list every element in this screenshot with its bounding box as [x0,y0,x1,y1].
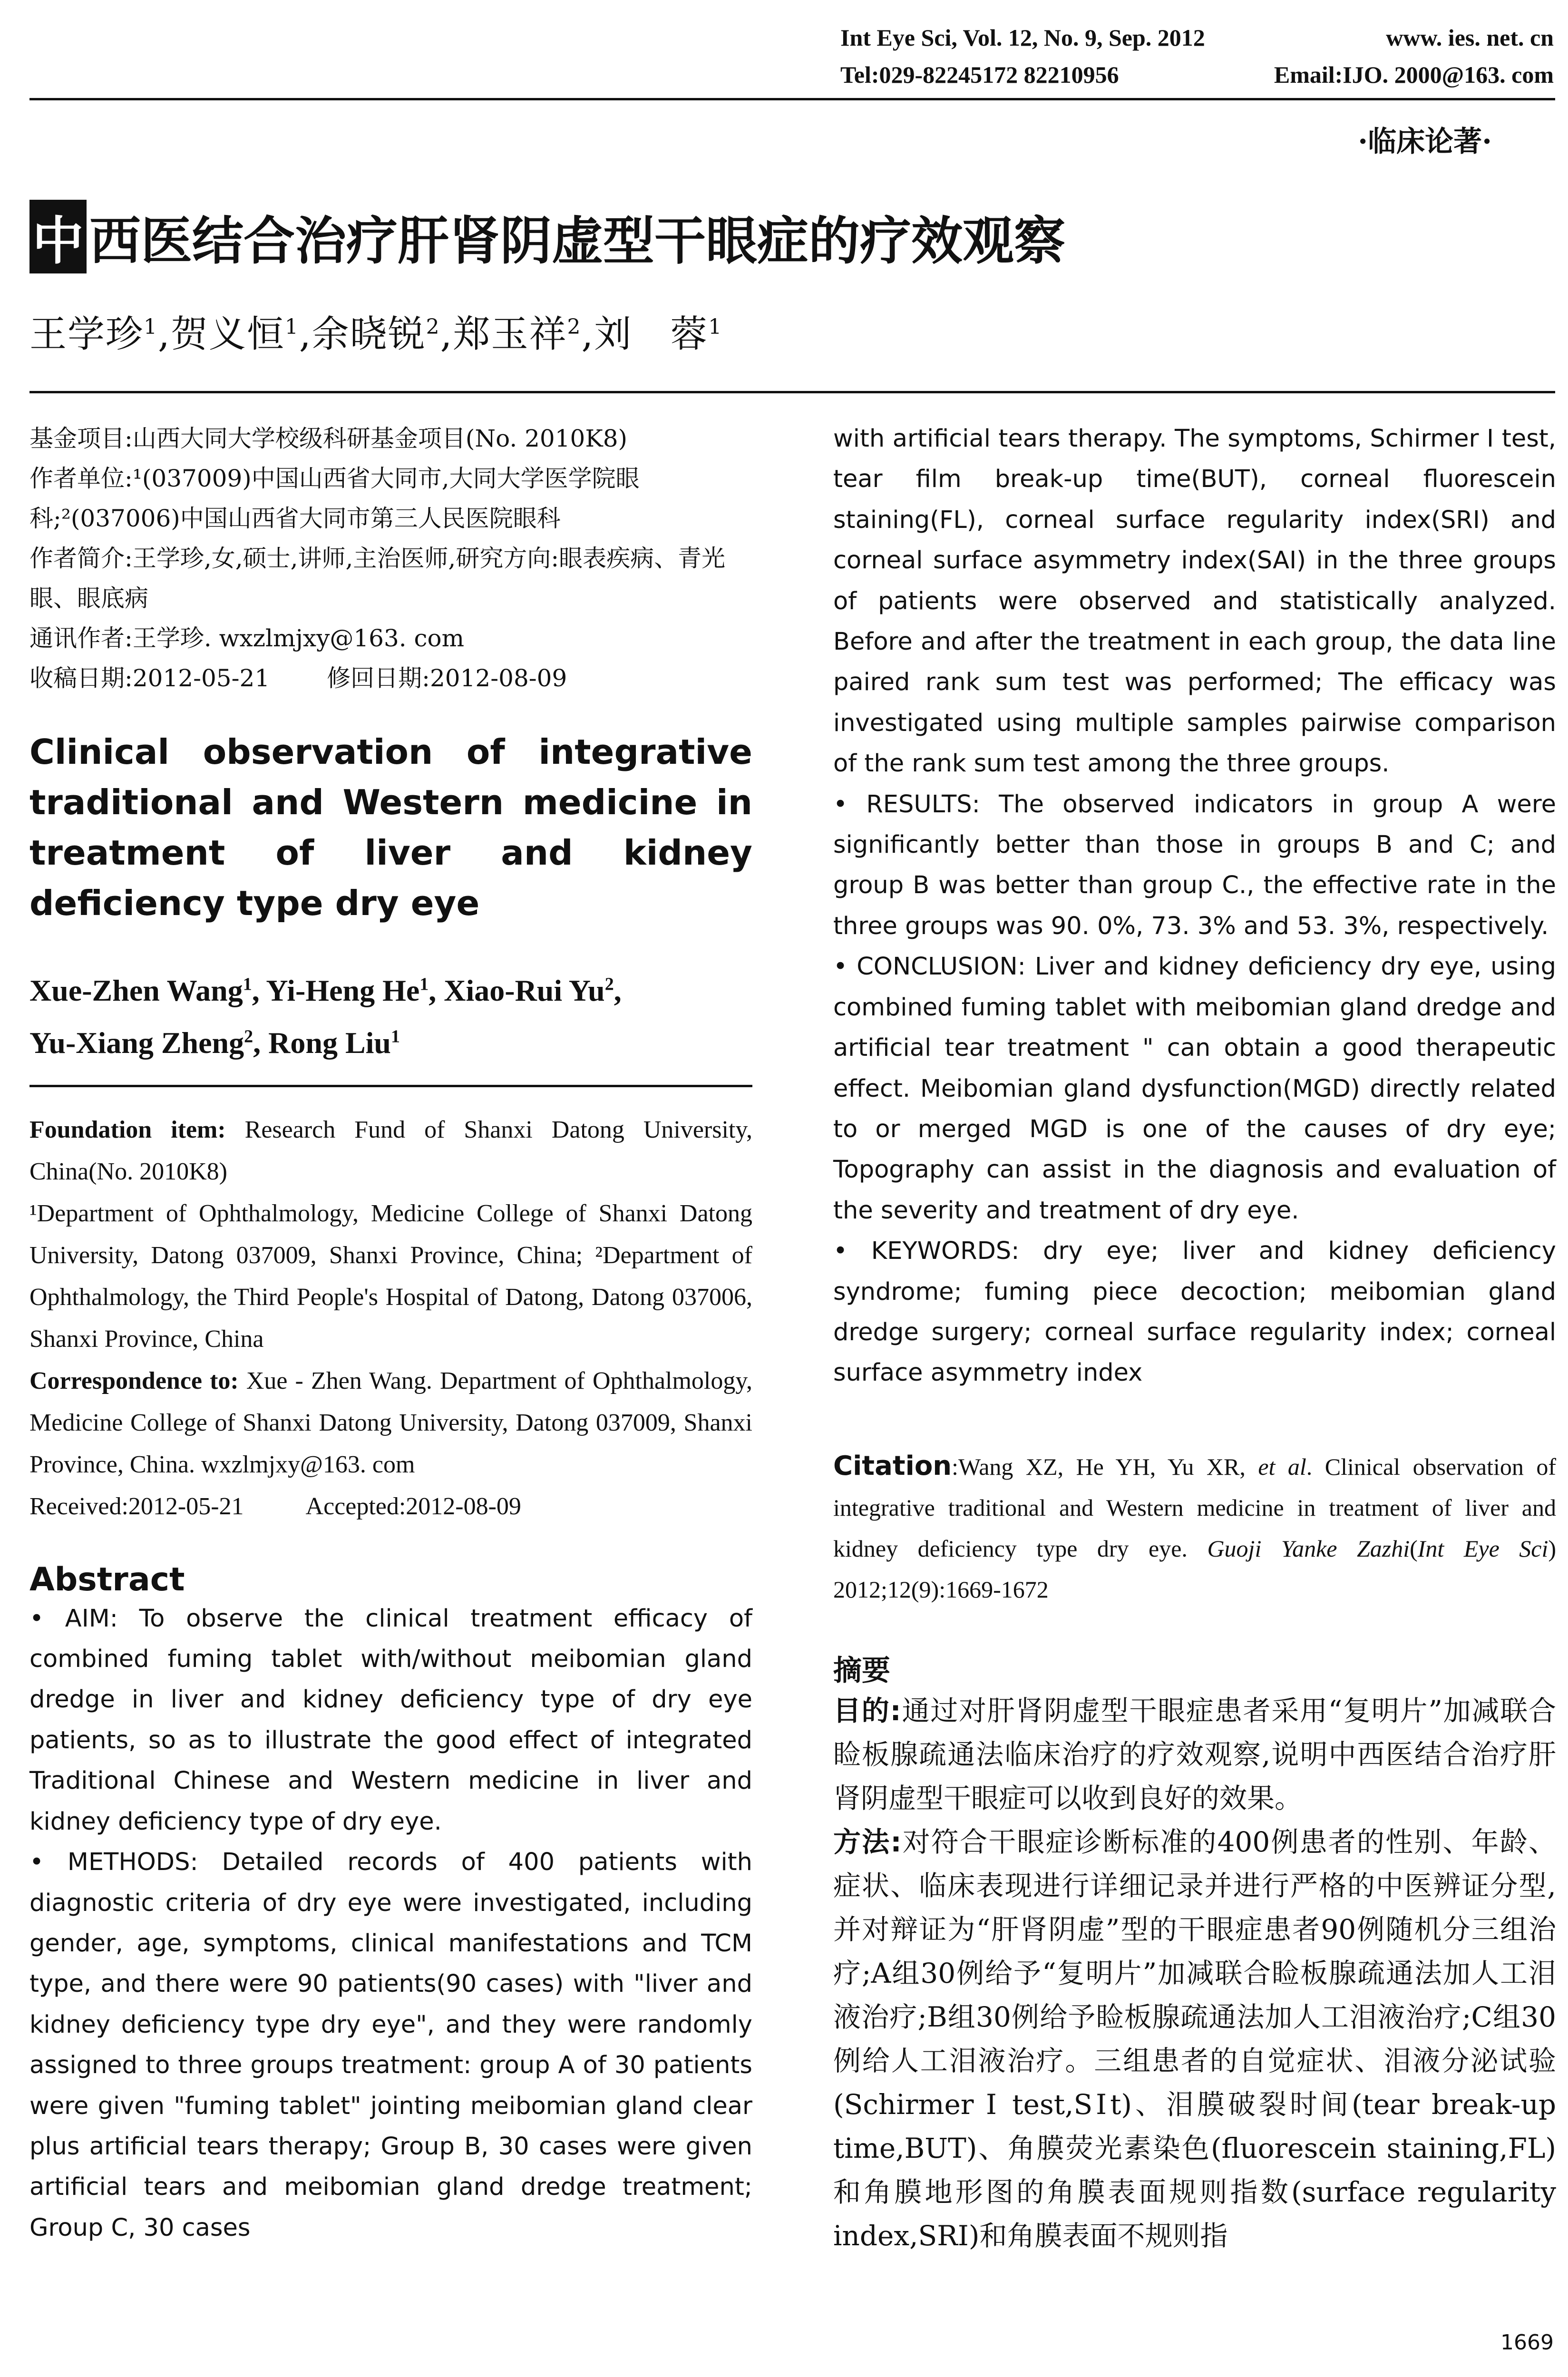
authors-rule [29,391,1555,393]
authors-cn: 王学珍$^1$,贺义恒$^1$,余晓锐$^2$,郑玉祥$^2$,刘 蓉$^1$ [29,313,723,356]
abstract-conclusion: • CONCLUSION: Liver and kidney deficiency dry eye, using combined fuming tablet with meibomian gland dredge and artificial tear treatment " can obtain a good therapeutic effect. Meibomian gland dysfunction(MGD) directly related to or merged MGD is one of the causes of dry eye; Topography can assist in the diagnosis and evaluation of the severity and treatment of dry eye. [833,953,1556,1225]
title-first-char: 中 [29,200,87,273]
abstract-keywords: • KEYWORDS: dry eye; liver and kidney deficiency syndrome; fuming piece decoction; meibomian gland dredge surgery; corneal surface regularity index; corneal surface asymmetry index [833,1237,1556,1387]
metadata-rule [29,1085,752,1087]
abstract-results: • RESULTS: The observed indicators in group A were significantly better than those in groups B and C; and group B was better than group C., the effective rate in the three groups was 90. 0%, 73. 3% and 53. 3%, respectively. [833,790,1556,940]
citation: Citation:Wang XZ, He YH, Yu XR, et al. Clinical observation of integrative traditional and Western medicine in treatment of liver and kidney deficiency type dry eye. Guoji Yanke Zazhi(Int Eye Sci) 2012;12(9):1669-1672 [833,1450,1557,1603]
author-cn: 王学珍$^1$ [29,313,158,356]
author-en: Yi-Heng He$^1$ [266,974,429,1008]
author-en: Xue-Zhen Wang$^1$ [29,974,252,1008]
en-dates: Received:2012-05-21 Accepted:2012-08-09 [29,1492,521,1520]
en-correspondence: Correspondence to: Xue - Zhen Wang. Department of Ophthalmology, Medicine College of Shanxi Datong University, Datong 037009, Shanxi Province, China. wxzlmjxy@163. com [29,1367,752,1478]
cn-affiliation: 作者单位:¹(037009)中国山西省大同市,大同大学医学院眼科;²(037006)中国山西省大同市第三人民医院眼科 [29,465,640,532]
header-journal-info: Int Eye Sci, Vol. 12, No. 9, Sep. 2012 [840,24,1205,51]
abstract-heading: Abstract [29,1560,185,1598]
abstract-methods-cont: with artificial tears therapy. The symptoms, Schirmer Ⅰ test, tear film break-up time(BUT), corneal fluorescein staining(FL), corneal surface regularity index(SRI) and corneal surface asymmetry index(SAI) in the three groups of patients were observed and statistically analyzed. Before and after the treatment in each group, the data line paired rank sum test was performed; The efficacy was investigated using multiple samples pairwise comparison of the rank sum test among the three groups. [833,425,1556,778]
cn-correspondence: 通讯作者:王学珍. wxzlmjxy@163. com [29,624,465,652]
journal-header [840,19,1554,93]
cn-aim: 目的:通过对肝肾阴虚型干眼症患者采用“复明片”加减联合睑板腺疏通法临床治疗的疗效观察,说明中西医结合治疗肝肾阴虚型干眼症可以收到良好的效果。 [833,1694,1556,1814]
author-cn: 郑玉祥$^2$ [453,313,582,356]
abstract-left [29,1598,752,2249]
cn-foundation: 基金项目:山西大同大学校级科研基金项目(No. 2010K8) [29,425,628,452]
abstract-right [833,419,1556,1393]
chinese-abstract-heading: 摘要 [833,1654,890,1687]
header-rule [29,98,1555,100]
en-affiliation: ¹Department of Ophthalmology, Medicine College of Shanxi Datong University, Datong 037009, Shanxi Province, China; ²Department of Ophthalmology, the Third People's Hospital of Datong, Datong 037006, Shanxi Province, China [29,1199,752,1353]
en-foundation: Foundation item: Research Fund of Shanxi Datong University, China(No. 2010K8) [29,1116,752,1185]
cn-author-intro: 作者简介:王学珍,女,硕士,讲师,主治医师,研究方向:眼表疾病、青光眼、眼底病 [29,545,726,612]
header-phone: Tel:029-82245172 82210956 [840,61,1119,88]
abstract-methods: • METHODS: Detailed records of 400 patients with diagnostic criteria of dry eye were investigated, including gender, age, symptoms, clinical manifestations and TCM type, and there were 90 patients(90 cases) with "liver and kidney deficiency type dry eye", and they were randomly assigned to three groups treatment: group A of 30 patients were given "fuming tablet" jointing meibomian gland clear plus artificial tears therapy; Group B, 30 cases were given artificial tears and meibomian gland dredge treatment; Group C, 30 cases [29,1848,752,2242]
abstract-aim: • AIM: To observe the clinical treatment efficacy of combined fuming tablet with/without meibomian gland dredge in liver and kidney deficiency type of dry eye patients, so as to illustrate the good effect of integrated Traditional Chinese and Western medicine in liver and kidney deficiency type of dry eye. [29,1604,752,1836]
author-en: Rong Liu$^1$ [268,1025,400,1060]
en-meta [29,1109,752,1528]
chinese-abstract [833,1689,1556,2258]
header-website: www. ies. net. cn [1386,24,1554,51]
author-en: Yu-Xiang Zheng$^2$ [29,1025,253,1060]
author-en: Xiao-Rui Yu$^2$ [444,974,614,1008]
section-label: ·临床论著· [1358,125,1492,158]
title-rest: 西医结合治疗肝肾阴虚型干眼症的疗效观察 [89,212,1066,271]
cn-dates: 收稿日期:2012-05-21 修回日期:2012-08-09 [29,664,567,692]
english-title: Clinical observation of integrative traditional and Western medicine in treatment of liver and kidney deficiency type dry eye [29,732,752,923]
author-cn: 贺义恒$^1$ [170,313,299,356]
author-cn: 余晓锐$^2$ [312,313,440,356]
cn-methods: 方法:对符合干眼症诊断标准的400例患者的性别、年龄、症状、临床表现进行详细记录并进行严格的中医辨证分型,并对辩证为“肝肾阴虚”型的干眼症患者90例随机分三组治疗;A组30例给予“复明片”加减联合睑板腺疏通法加人工泪液治疗;B组30例给予睑板腺疏通法加人工泪液治疗;C组30例给人工泪液治疗。三组患者的自觉症状、泪液分泌试验(Schirmer Ⅰ test,SⅠt)、泪膜破裂时间(tear break-up time,BUT)、角膜荧光素染色(fluorescein staining,FL)和角膜地形图的角膜表面规则指数(surface regularity index,SRI)和角膜表面不规则指 [833,1825,1556,2252]
left-column [29,419,752,2248]
page-number: 1669 [1500,2330,1554,2355]
right-column [833,419,1556,2258]
citation-label: Citation [833,1450,952,1481]
header-email: Email:IJO. 2000@163. com [1274,61,1554,88]
author-cn: 刘 蓉$^1$ [594,313,723,356]
english-authors: Xue-Zhen Wang$^1$, Yi-Heng He$^1$, Xiao-Rui Yu$^2$, Yu-Xiang Zheng$^2$, Rong Liu$^1$ [29,974,622,1060]
cn-meta [29,419,752,698]
page-title [29,200,1065,273]
